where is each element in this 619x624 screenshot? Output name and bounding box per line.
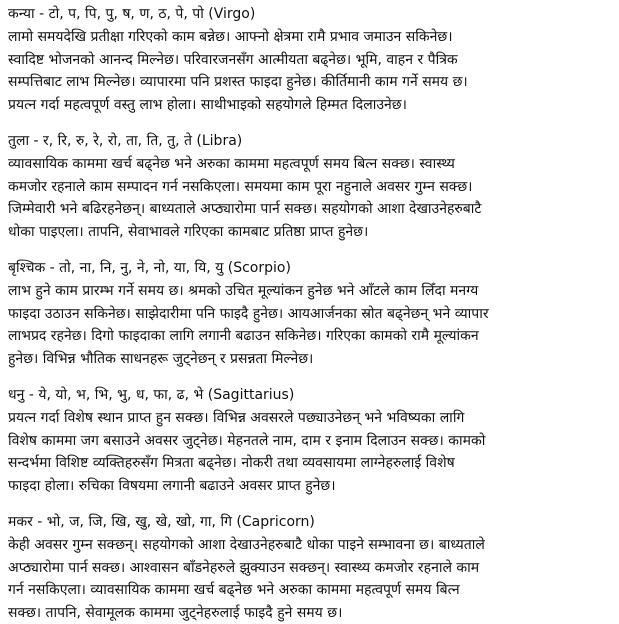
text-line: लाभ हुने काम प्रारम्भ गर्ने समय छ। श्रमको उचित मूल्यांकन हुनेछ भने आँटले काम लिँदा मनग्य <box>8 280 611 303</box>
section-sagittarius <box>8 384 611 497</box>
section-body <box>8 280 611 370</box>
text-line: गर्न नसकिएला। व्यावसायिक काममा खर्च बढ्नेछ भने अरुका काममा महत्वपूर्ण समय बित्न <box>8 579 611 602</box>
text-line: लाभप्रद रहनेछ। दिगो फाइदाका लागि लगानी बढाउन सकिनेछ। गरिएका कामको रामै मूल्यांकन <box>8 325 611 348</box>
text-line: व्यावसायिक काममा खर्च बढ्नेछ भने अरुका काममा महत्वपूर्ण समय बित्न सक्छ। स्वास्थ्य <box>8 153 611 176</box>
text-line: सन्दर्भमा विशिष्ट व्यक्तिहरुसँग मित्रता बढ्नेछ। नोकरी तथा व्यवसायमा लाग्नेहरुलाई विशेष <box>8 452 611 475</box>
section-heading: मकर - भो, ज, जि, खि, खु, खे, खो, गा, गि (Capricorn) <box>8 511 611 534</box>
section-body <box>8 153 611 243</box>
section-virgo <box>8 3 611 116</box>
section-body <box>8 534 611 624</box>
text-line: कमजोर रहनाले काम सम्पादन गर्न नसकिएला। समयमा काम पूरा नहुनाले अवसर गुम्न सक्छ। <box>8 176 611 199</box>
section-scorpio <box>8 257 611 370</box>
section-heading: बृश्चिक - तो, ना, नि, नु, ने, नो, या, यि, यु (Scorpio) <box>8 257 611 280</box>
text-line: सक्छ। तापनि, सेवामूलक काममा जुट्नेहरुलाई फाइदै हुने समय छ। <box>8 602 611 624</box>
text-line: विशेष काममा जग बसाउने अवसर जुट्नेछ। मेहनतले नाम, दाम र इनाम दिलाउन सक्छ। कामको <box>8 430 611 453</box>
section-body <box>8 26 611 116</box>
section-heading: कन्या - टो, प, पि, पु, ष, ण, ठ, पे, पो (Virgo) <box>8 3 611 26</box>
text-line: फाइदा उठाउन सकिनेछ। साझेदारीमा पनि फाइदै हुनेछ। आयआर्जनका स्रोत बढ्नेछन् भने व्यापार <box>8 303 611 326</box>
text-line: धोका पाइएला। तापनि, सेवाभावले गरिएका कामबाट प्रतिष्ठा प्राप्त हुनेछ। <box>8 221 611 244</box>
text-line: लामो समयदेखि प्रतीक्षा गरिएको काम बन्नेछ। आफ्नो क्षेत्रमा रामै प्रभाव जमाउन सकिनेछ। <box>8 26 611 49</box>
text-line: स्वादिष्ट भोजनको आनन्द मिल्नेछ। परिवारजनसँग आत्मीयता बढ्नेछ। भूमि, वाहन र पैत्रिक <box>8 49 611 72</box>
section-libra <box>8 130 611 243</box>
text-line: प्रयत्न गर्दा विशेष स्थान प्राप्त हुन सक्छ। विभिन्न अवसरले पछ्याउनेछन् भने भविष्यका लागि <box>8 407 611 430</box>
text-line: फाइदा होला। रुचिका विषयमा लगानी बढाउने अवसर प्राप्त हुनेछ। <box>8 475 611 498</box>
text-line: सम्पत्तिबाट लाभ मिल्नेछ। व्यापारमा पनि प्रशस्त फाइदा हुनेछ। कीर्तिमानी काम गर्ने समय छ। <box>8 71 611 94</box>
section-heading: तुला - र, रि, रु, रे, रो, ता, ति, तु, ते (Libra) <box>8 130 611 153</box>
text-line: प्रयत्न गर्दा महत्वपूर्ण वस्तु लाभ होला। साथीभाइको सहयोगले हिम्मत दिलाउनेछ। <box>8 94 611 117</box>
section-body <box>8 407 611 497</box>
section-capricorn <box>8 511 611 624</box>
text-line: अप्ठ्यारोमा पार्न सक्छ। आश्वासन बाँडनेहरुले झुक्याउन सक्छन्। स्वास्थ्य कमजोर रहनाले काम <box>8 557 611 580</box>
text-line: हुनेछ। विभिन्न भौतिक साधनहरू जुट्नेछन् र प्रसन्नता मिल्नेछ। <box>8 348 611 371</box>
section-heading: धनु - ये, यो, भ, भि, भु, ध, फा, ढ, भे (Sagittarius) <box>8 384 611 407</box>
text-line: जिम्मेवारी भने बढिरहनेछन्। बाध्यताले अप्ठ्यारोमा पार्न सक्छ। सहयोगको आशा देखाउनेहरुबाटै <box>8 198 611 221</box>
text-line: केही अवसर गुम्न सक्छन्। सहयोगको आशा देखाउनेहरुबाटै धोका पाइने सम्भावना छ। बाध्यताले <box>8 534 611 557</box>
